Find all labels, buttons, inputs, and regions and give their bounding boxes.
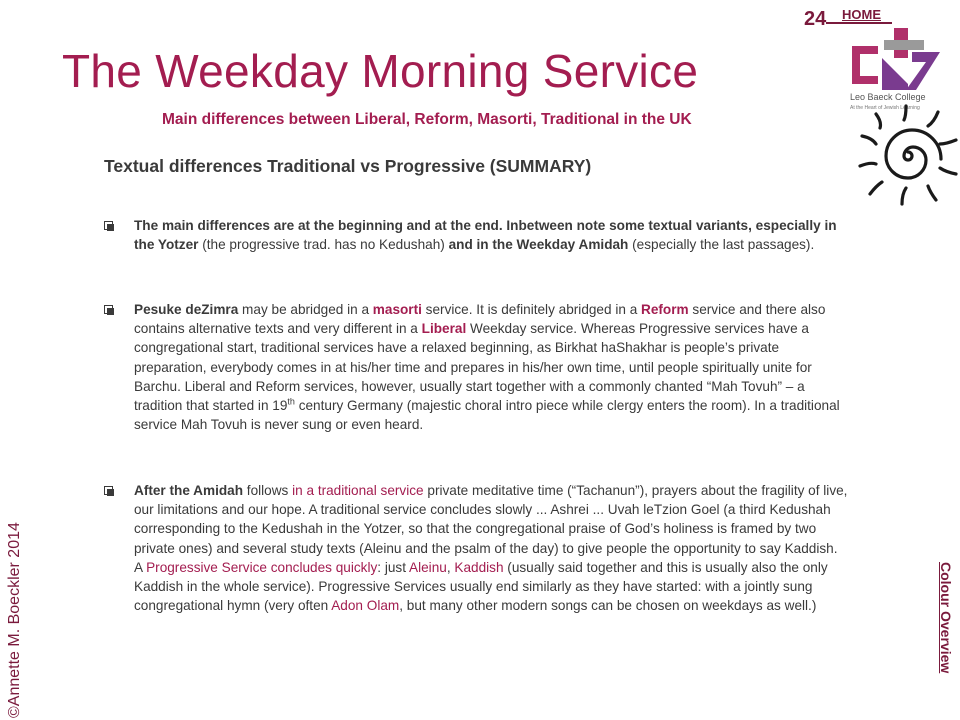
- home-link[interactable]: HOME: [842, 7, 881, 22]
- bullet-text-run: Reform: [641, 302, 689, 317]
- bullet-item: [104, 216, 854, 254]
- bullet-text-run: Pesuke deZimra: [134, 302, 239, 317]
- bullet-text-run: (the progressive trad. has no Kedushah): [202, 237, 449, 253]
- home-underline: [826, 22, 892, 24]
- bullet-item: [104, 481, 854, 615]
- logo-text-line1: Leo Baeck College: [850, 92, 926, 102]
- page-title: The Weekday Morning Service: [62, 45, 699, 97]
- bullet-text: [134, 300, 854, 434]
- spiral-sun-icon: [856, 104, 960, 208]
- bullet-text-run: th: [287, 396, 295, 407]
- bullet-text-run: private meditative time (“Tachanun”), prayers about the fragility of live, our limitations and our hope. A traditional service concludes slowly ... Ashrei ... Uvah leTzion Goel (a third Kedushah corresponding to the Kedushah in the Yotzer, so that the congregational praise of God’s holiness is framed by two private ones) and several study texts (Aleinu and the psalm of the day) to give people the opportunity to say Kaddish.: [134, 483, 848, 556]
- bullet-text: [134, 481, 854, 615]
- leo-baeck-college-logo: [848, 28, 944, 112]
- bullet-text-run: The main differences are at the beginning and at the end. Inbetween note some textual variants, especially in the Yotzer: [134, 218, 837, 253]
- bullet-text-run: service and there also contains alternative texts and very different in a: [134, 302, 826, 337]
- checkbox-bullet-icon: [104, 221, 113, 230]
- section-heading: Textual differences Traditional vs Progressive (SUMMARY): [104, 156, 592, 176]
- bullet-text-run: in a traditional service: [292, 483, 424, 498]
- bullet-text-run: A: [134, 559, 147, 575]
- bullet-text-run: service. It is definitely abridged in a: [421, 302, 642, 317]
- logo-text-line2: At the Heart of Jewish Learning: [850, 105, 920, 111]
- bullet-text-run: ,: [446, 559, 455, 575]
- bullet-text-run: Adon Olam: [331, 598, 400, 614]
- bullet-text-run: , but many other modern songs can be chosen on weekdays as well.): [399, 598, 817, 614]
- checkbox-bullet-icon: [104, 486, 113, 495]
- bullet-text-run: Weekday service. Whereas Progressive services have a congregational start, traditional services have a relaxed beginning, as Birkhat haShakhar is people’s private preparation, everybody comes in at his/her time and prepares in his/her own time, until people spiritually unite for Barchu. Liberal and Reform services, however, usually start together with a commonly chanted “Mah Tovuh” – a tradition that started in 19: [134, 321, 812, 414]
- colour-overview-link[interactable]: Colour Overview: [938, 562, 954, 674]
- bullet-text-run: Aleinu: [409, 559, 447, 575]
- bullet-text-run: (usually said together and this is usually also the only Kaddish in the whole service). Progressive Services usually end similarly as they have started: with a jointly sung congregational hymn (very often: [134, 559, 828, 614]
- checkbox-bullet-icon: [104, 305, 113, 314]
- bullet-text-run: Kaddish: [454, 559, 504, 575]
- bullet-text-run: After the Amidah: [134, 483, 244, 498]
- bullet-text-run: Liberal: [421, 321, 467, 337]
- bullet-text-run: century Germany (majestic choral intro piece while clergy enters the room). In a traditional service Mah Tovuh is never sung or even heard.: [134, 398, 840, 433]
- bullet-text-run: may be abridged in a: [238, 302, 373, 317]
- copyright-notice: ©Annette M. Boeckler 2014: [6, 522, 23, 718]
- slide-number: 24: [804, 8, 827, 30]
- bullet-text-run: masorti: [372, 302, 422, 317]
- bullet-text-run: : just: [377, 559, 410, 575]
- bullet-item: [104, 300, 854, 434]
- bullet-text: [134, 216, 854, 254]
- bullet-text-run: (especially the last passages).: [632, 237, 815, 253]
- bullet-text-run: follows: [243, 483, 293, 498]
- bullet-text-run: Progressive Service concludes quickly: [146, 559, 378, 575]
- page-subtitle: Main differences between Liberal, Reform, Masorti, Traditional in the UK: [162, 111, 692, 128]
- bullet-text-run: and in the Weekday Amidah: [448, 237, 633, 253]
